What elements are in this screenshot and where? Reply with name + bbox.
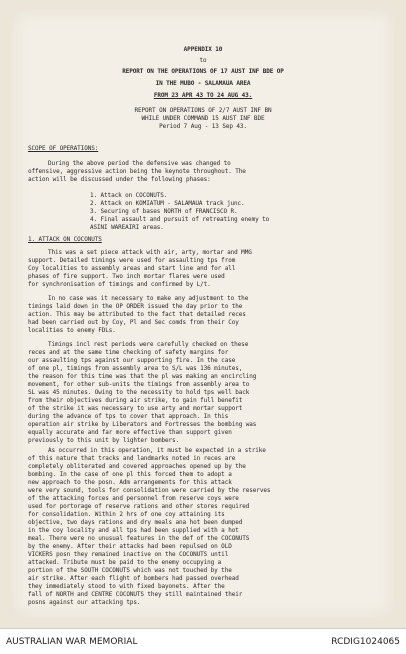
section-1-line: As occurred in this operation, it must be expected in a strike (48, 447, 266, 454)
section-1-line: our assaulting tps against our supporting fire. In the case (28, 357, 236, 364)
phase-item: 2. Attack on KOMIATUM - SALAMAUA track junc. (90, 200, 245, 207)
section-1-line: VICKERS posn they remained inactive on the COCONUTS until (28, 551, 229, 558)
archive-reference: RCDIG1024065 (331, 637, 400, 647)
scope-line: action will be discussed under the following phases: (28, 176, 211, 183)
section-1-line: completely obliterated and covered approaches opened up by the (28, 463, 246, 470)
section-1-line: of this nature that tracks and landmarks noted in reces are (28, 455, 236, 462)
section-1-line: used for portorage of reserve rations and other stores required (28, 503, 250, 510)
phase-item: ASINI WAREAIRI areas. (90, 224, 164, 231)
section-1-line: of one pl, timings from assembly area to S/L was 136 minutes, (28, 365, 243, 372)
section-1-line: objective, two days rations and dry meals ana hot been dumped (28, 519, 243, 526)
section-1-line: This was a set piece attack with air, arty, mortar and MMG (48, 249, 252, 256)
sub-title-line-1: REPORT ON OPERATIONS OF 2/7 AUST INF BN (134, 107, 272, 114)
section-1-line: during the advance of tps to cover that approach. In this (28, 413, 229, 420)
section-1-line: Timings incl rest periods were carefully checked on these (48, 341, 249, 348)
section-1-line: operation air strike by Liberators and Fortresses the bombing was (28, 421, 257, 428)
section-1-line: for consolidation. Within 2 hrs of one coy attaining its (28, 511, 225, 518)
section-1-line: air strike. After each flight of bombers had passed overhead (28, 575, 239, 582)
to-label: to (199, 57, 207, 64)
scope-heading: SCOPE OF OPERATIONS: (28, 145, 99, 152)
archive-footer (0, 628, 406, 654)
section-1-line: of the strike it was necessary to use arty and mortar support (28, 405, 243, 412)
section-1-line: phases of fire support. Two inch mortar flares were used (28, 273, 225, 280)
scope-line: During the above period the defensive was changed to (48, 160, 231, 167)
section-1-line: were very sound, tools for consolidation were carried by the reserves (28, 487, 271, 494)
section-1-line: had been carried out by Coy, Pl and Sec comds from their Coy (28, 319, 239, 326)
scope-line: offensive, aggressive action being the keynote throughout. The (28, 168, 246, 175)
section-1-line: support. Detailed timings were used for assaulting tps from (28, 257, 236, 264)
section-1-line: from their objectives during air strike, to gain full benefit (28, 397, 243, 404)
section-1-line: In no case was it necessary to make any adjustment to the (48, 295, 249, 302)
section-1-line: by the enemy. After their attacks had been repulsed on OLD (28, 543, 232, 550)
section-1-line: portion of the SOUTH COCONUTS which was not touched by the (28, 567, 232, 574)
report-title-line-1: REPORT ON THE OPERATIONS OF 17 AUST INF BDE OP (122, 68, 284, 75)
section-1-line: posns against our attacking tps. (28, 599, 141, 606)
section-1-line: reces and at the same time checking of safety margins for (28, 349, 229, 356)
section-1-line: SL was 45 minutes. Owing to the necessity to hold tps well back (28, 389, 250, 396)
appendix-label: APPENDIX 10 (183, 46, 223, 53)
archive-name: AUSTRALIAN WAR MEMORIAL (6, 637, 138, 647)
section-1-line: previously to this unit by lighter bombers. (28, 437, 180, 444)
section-1-line: timings laid down in the OP ORDER issued the day prior to the (28, 303, 243, 310)
sub-title-line-2: WHILE UNDER COMMAND 15 AUST INF BDE (141, 115, 265, 122)
sub-title-line-3: Period 7 Aug - 13 Sep 43. (159, 123, 247, 130)
section-1-line: fall of NORTH and CENTRE COCONUTS they still maintained their (28, 591, 243, 598)
section-1-line: movement, for other sub-units the timings from assembly area to (28, 381, 250, 388)
section-1-line: meal. There were no unusual features in the def of the COCONUTS (28, 535, 250, 542)
section-1-line: the reason for this time was that the pl was making an encircling (28, 373, 257, 380)
phase-item: 4. Final assault and pursuit of retreating enemy to (90, 216, 270, 223)
section-1-line: new approach to the posn. Adm arrangements for this attack (28, 479, 232, 486)
section-1-heading: 1. ATTACK ON COCONUTS (28, 236, 102, 243)
report-title-line-2: IN THE MUBO - SALAMAUA AREA (155, 80, 251, 87)
section-1-line: localities to enemy FDLs. (28, 327, 116, 334)
section-1-line: equally accurate and far more effective than support given (28, 429, 232, 436)
section-1-line: Coy localities to assembly areas and start line and for all (28, 265, 236, 272)
report-title-line-3: FROM 23 APR 43 TO 24 AUG 43. (153, 92, 253, 99)
section-1-line: of the attacking forces and personnel from reserve coys were (28, 495, 239, 502)
section-1-line: bombing. In the case of one pl this forced them to adopt a (28, 471, 232, 478)
section-1-line: they immediately stood to with fixed bayonets. After the (28, 583, 225, 590)
section-1-line: attacked. Tribute must be paid to the enemy occupying a (28, 559, 222, 566)
phase-item: 1. Attack on COCONUTS. (90, 192, 168, 199)
phase-item: 3. Securing of bases NORTH of FRANCISCO R. (90, 208, 238, 215)
section-1-line: for synchronisation of timings and confirmed by L/t. (28, 281, 211, 288)
section-1-line: in the coy locality and all tps had been supplied with a hot (28, 527, 239, 534)
section-1-line: action. This may be attributed to the fact that detailed reces (28, 311, 246, 318)
